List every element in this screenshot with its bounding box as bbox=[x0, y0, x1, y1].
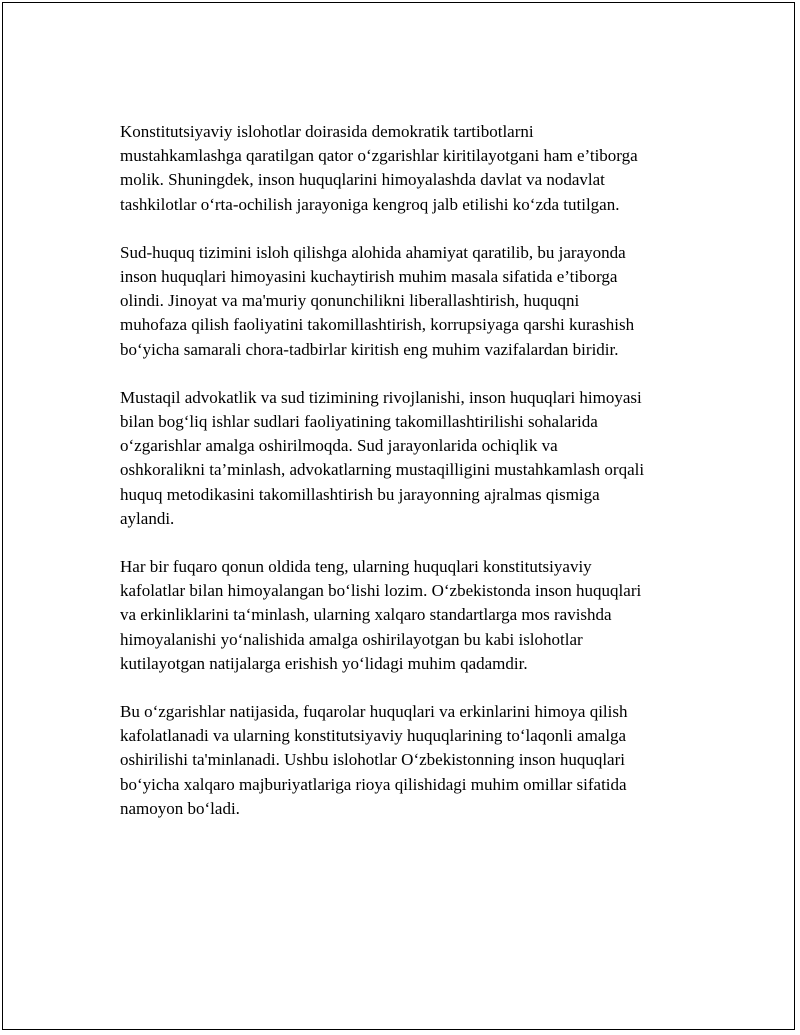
text-line: Har bir fuqaro qonun oldida teng, ularning huquqlari konstitutsiyaviy bbox=[120, 557, 592, 577]
paragraph-1 bbox=[120, 120, 695, 217]
text-line: bilan bog‘liq ishlar sudlari faoliyatining takomillashtirilishi sohalarida bbox=[120, 412, 598, 432]
document-page bbox=[2, 2, 795, 1030]
text-line: namoyon bo‘ladi. bbox=[120, 798, 240, 818]
text-line: inson huquqlari himoyasini kuchaytirish muhim masala sifatida e’tiborga bbox=[120, 267, 618, 287]
text-line: oshirilishi ta'minlanadi. Ushbu islohotlar O‘zbekistonning inson huquqlari bbox=[120, 750, 625, 770]
paragraph-2 bbox=[120, 241, 695, 362]
text-line: tashkilotlar o‘rta-ochilish jarayoniga kengroq jalb etilishi ko‘zda tutilgan. bbox=[120, 194, 620, 214]
text-line: kafolatlanadi va ularning konstitutsiyaviy huquqlarining to‘laqonli amalga bbox=[120, 726, 627, 746]
text-line: aylandi. bbox=[120, 508, 175, 528]
text-line: himoyalanishi yo‘nalishida amalga oshirilayotgan bu kabi islohotlar bbox=[120, 629, 583, 649]
text-line: o‘zgarishlar amalga oshirilmoqda. Sud jarayonlarida ochiqlik va bbox=[120, 436, 558, 456]
paragraph-3 bbox=[120, 386, 695, 531]
text-line: muhofaza qilish faoliyatini takomillashtirish, korrupsiyaga qarshi kurashish bbox=[120, 315, 635, 335]
text-line: Mustaqil advokatlik va sud tizimining rivojlanishi, inson huquqlari himoyasi bbox=[120, 387, 642, 407]
text-line: kutilayotgan natijalarga erishish yo‘lidagi muhim qadamdir. bbox=[120, 653, 528, 673]
paragraph-5 bbox=[120, 700, 695, 821]
text-line: bo‘yicha xalqaro majburiyatlariga rioya qilishidagi muhim omillar sifatida bbox=[120, 774, 627, 794]
text-line: Konstitutsiyaviy islohotlar doirasida demokratik tartibotlarni bbox=[120, 122, 534, 141]
document-body bbox=[120, 120, 695, 845]
text-line: huquq metodikasini takomillashtirish bu jarayonning ajralmas qismiga bbox=[120, 484, 600, 504]
text-line: Sud-huquq tizimini isloh qilishga alohida ahamiyat qaratilib, bu jarayonda bbox=[120, 242, 626, 262]
text-line: kafolatlar bilan himoyalangan bo‘lishi lozim. O‘zbekistonda inson huquqlari bbox=[120, 581, 642, 601]
text-line: Bu o‘zgarishlar natijasida, fuqarolar huquqlari va erkinlarini himoya qilish bbox=[120, 702, 628, 722]
text-line: bo‘yicha samarali chora-tadbirlar kiritish eng muhim vazifalardan biridir. bbox=[120, 339, 619, 359]
text-line: oshkoralikni ta’minlash, advokatlarning mustaqilligini mustahkamlash orqali bbox=[120, 460, 645, 480]
text-line: olindi. Jinoyat va ma'muriy qonunchilikni liberallashtirish, huquqni bbox=[120, 291, 580, 311]
paragraph-4 bbox=[120, 555, 695, 676]
text-line: molik. Shuningdek, inson huquqlarini himoyalashda davlat va nodavlat bbox=[120, 170, 605, 190]
text-line: mustahkamlashga qaratilgan qator o‘zgarishlar kiritilayotgani ham e’tiborga bbox=[120, 146, 638, 166]
text-line: va erkinliklarini ta‘minlash, ularning xalqaro standartlarga mos ravishda bbox=[120, 605, 612, 625]
